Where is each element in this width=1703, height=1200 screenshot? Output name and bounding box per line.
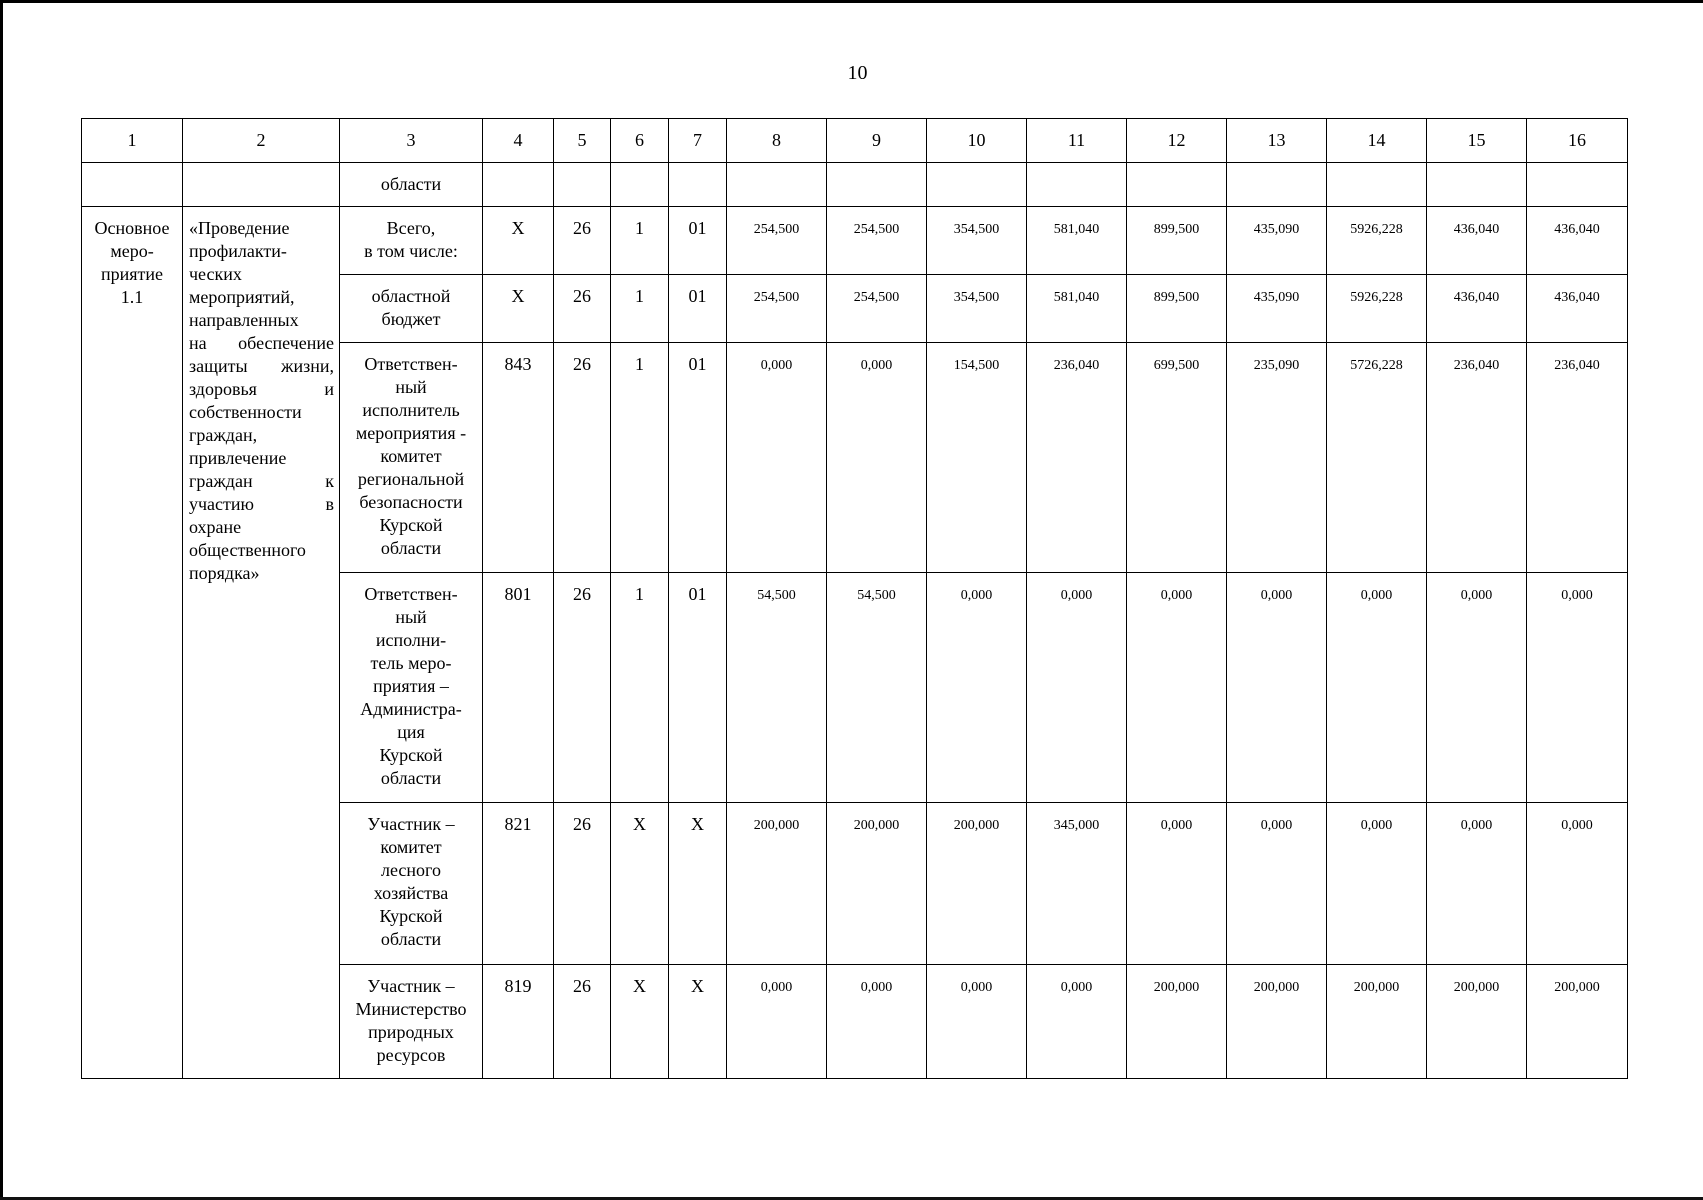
amount-value: 436,040 — [1453, 290, 1500, 305]
event-title-line: профилакти- — [189, 241, 287, 261]
amount-value: 200,000 — [953, 818, 1000, 833]
amount-cell — [827, 207, 927, 275]
row-label-line: хозяйства — [373, 883, 449, 903]
code-value: 801 — [504, 584, 532, 604]
code-value: 821 — [504, 814, 532, 834]
row-label-line: областной — [371, 286, 451, 306]
code-cell-c7 — [669, 803, 727, 965]
row-label-cell — [340, 573, 483, 803]
event-title-line: мероприятий, — [189, 287, 295, 307]
amount-cell — [1327, 573, 1427, 803]
amount-value: 235,090 — [1253, 358, 1300, 373]
code-cell-c4 — [483, 803, 554, 965]
amount-value: 254,500 — [753, 290, 800, 305]
amount-cell — [1527, 573, 1628, 803]
column-number: 9 — [827, 119, 927, 163]
column-number: 5 — [554, 119, 611, 163]
amount-value: 5726,228 — [1350, 358, 1403, 373]
row-label-line: ция — [397, 722, 425, 742]
page-number: 10 — [847, 62, 868, 84]
amount-cell — [727, 275, 827, 343]
amount-value: 0,000 — [960, 980, 993, 995]
event-title-line: граждан, — [189, 425, 258, 445]
code-cell-c6 — [611, 275, 669, 343]
code-cell-c7 — [669, 275, 727, 343]
row-label-line: ный — [395, 607, 427, 627]
amount-value: 5926,228 — [1350, 290, 1403, 305]
code-value: 1 — [635, 286, 644, 306]
row-label-line: области — [380, 768, 442, 788]
code-cell-c4 — [483, 573, 554, 803]
amount-value: 236,040 — [1453, 358, 1500, 373]
amount-value: 699,500 — [1153, 358, 1200, 373]
amount-cell — [1527, 275, 1628, 343]
code-cell-c4 — [483, 207, 554, 275]
amount-value: 54,500 — [757, 588, 796, 603]
row-label-line: исполнитель — [362, 400, 460, 420]
row-label-line: мероприятия - — [355, 423, 467, 443]
amount-value: 200,000 — [1253, 980, 1300, 995]
event-title-line: охране — [189, 517, 242, 537]
amount-cell — [827, 573, 927, 803]
amount-value: 0,000 — [760, 358, 793, 373]
amount-value: 0,000 — [1160, 588, 1193, 603]
code-value: 26 — [573, 218, 591, 238]
code-cell-c7 — [669, 343, 727, 573]
amount-cell — [1127, 573, 1227, 803]
code-cell-c6 — [611, 803, 669, 965]
event-title-line: ческих — [189, 264, 242, 284]
row-label-line: Ответствен- — [364, 354, 458, 374]
row-label-line: Всего, — [386, 218, 436, 238]
amount-cell — [1127, 275, 1227, 343]
amount-cell — [927, 965, 1027, 1079]
amount-value: 0,000 — [1260, 818, 1293, 833]
amount-cell — [727, 573, 827, 803]
amount-cell — [1027, 275, 1127, 343]
column-number: 11 — [1027, 119, 1127, 163]
event-title-line: «Проведение — [189, 218, 290, 238]
column-number: 12 — [1127, 119, 1227, 163]
amount-value: 200,000 — [1153, 980, 1200, 995]
code-cell-c5 — [554, 343, 611, 573]
amount-value: 581,040 — [1053, 222, 1100, 237]
row-label-line: области — [380, 538, 442, 558]
amount-cell — [1027, 207, 1127, 275]
amount-cell — [1427, 803, 1527, 965]
column-number: 14 — [1327, 119, 1427, 163]
row-label-line: безопасности — [359, 492, 463, 512]
code-cell-c7 — [669, 207, 727, 275]
amount-cell — [1527, 207, 1628, 275]
row-label-line: тель меро- — [370, 653, 452, 673]
code-cell-c6 — [611, 343, 669, 573]
amount-cell — [1227, 573, 1327, 803]
code-cell-c5 — [554, 207, 611, 275]
amount-cell — [1227, 207, 1327, 275]
row-label-line: бюджет — [381, 309, 441, 329]
row-label-line: Участник – — [367, 814, 455, 834]
row-label-line: ресурсов — [376, 1045, 446, 1065]
row-label-line: Министерство — [355, 999, 467, 1019]
code-value: 26 — [573, 286, 591, 306]
code-cell-c4 — [483, 343, 554, 573]
amount-cell — [1027, 803, 1127, 965]
amount-value: 200,000 — [753, 818, 800, 833]
code-value: 26 — [573, 976, 591, 996]
budget-table — [81, 118, 1628, 1079]
amount-value: 236,040 — [1554, 358, 1600, 373]
code-cell-c5 — [554, 275, 611, 343]
row-label-line: области — [380, 929, 442, 949]
amount-cell — [827, 343, 927, 573]
row-label-line: Курской — [379, 745, 443, 765]
row-label-line: Курской — [379, 515, 443, 535]
event-title-line: защиты жизни, — [189, 356, 334, 376]
amount-cell — [1527, 965, 1628, 1079]
amount-value: 436,040 — [1453, 222, 1500, 237]
column-number: 2 — [183, 119, 340, 163]
amount-value: 899,500 — [1153, 290, 1200, 305]
code-cell-c4 — [483, 965, 554, 1079]
column-number-row — [82, 119, 1628, 163]
code-cell-c5 — [554, 803, 611, 965]
amount-cell — [727, 965, 827, 1079]
event-code-line: приятие — [100, 264, 164, 284]
table-row — [82, 207, 1628, 275]
amount-value: 436,040 — [1554, 222, 1600, 237]
row-label-cell — [340, 803, 483, 965]
column-number: 8 — [727, 119, 827, 163]
event-title-line: порядка» — [189, 563, 260, 583]
code-value: 01 — [688, 354, 707, 374]
code-cell-c7 — [669, 573, 727, 803]
amount-value: 0,000 — [1460, 588, 1493, 603]
code-value: Х — [511, 218, 525, 238]
amount-value: 254,500 — [753, 222, 800, 237]
amount-cell — [727, 343, 827, 573]
amount-cell — [1427, 573, 1527, 803]
event-title-line: собственности — [189, 402, 302, 422]
event-title-line: здоровья и — [189, 379, 334, 399]
amount-value: 0,000 — [1561, 588, 1593, 603]
code-value: Х — [511, 286, 525, 306]
amount-value: 154,500 — [953, 358, 1000, 373]
amount-cell — [1427, 965, 1527, 1079]
event-title-line: граждан к — [189, 471, 334, 491]
event-title-line: направленных — [189, 310, 299, 330]
scan-edge-left — [0, 0, 3, 1200]
amount-value: 0,000 — [1561, 818, 1593, 833]
amount-value: 435,090 — [1253, 290, 1300, 305]
amount-cell — [727, 803, 827, 965]
event-title-line: участию в — [189, 494, 334, 514]
code-value: 819 — [504, 976, 532, 996]
amount-value: 254,500 — [853, 222, 900, 237]
row-label-line: Участник – — [367, 976, 455, 996]
amount-cell — [1327, 343, 1427, 573]
event-code-line: 1.1 — [120, 287, 144, 307]
continuation-text: области — [340, 163, 483, 207]
row-label-line: в том числе: — [364, 241, 458, 261]
code-cell-c6 — [611, 965, 669, 1079]
column-number: 1 — [82, 119, 183, 163]
amount-value: 436,040 — [1554, 290, 1600, 305]
amount-cell — [1427, 207, 1527, 275]
code-value: 01 — [688, 584, 707, 604]
amount-cell — [1327, 275, 1427, 343]
code-value: 26 — [573, 584, 591, 604]
row-label-line: Ответствен- — [364, 584, 458, 604]
row-label-line: природных — [368, 1022, 454, 1042]
event-title-line: привлечение — [189, 448, 287, 468]
row-label-line: Администра- — [360, 699, 462, 719]
amount-cell — [1027, 343, 1127, 573]
amount-value: 345,000 — [1053, 818, 1100, 833]
code-value: 01 — [688, 218, 707, 238]
amount-cell — [1427, 275, 1527, 343]
code-cell-c5 — [554, 965, 611, 1079]
event-title-cell — [183, 207, 340, 1079]
amount-value: 0,000 — [1260, 588, 1293, 603]
amount-cell — [827, 803, 927, 965]
amount-value: 0,000 — [860, 358, 893, 373]
row-label-line: ный — [395, 377, 427, 397]
amount-value: 5926,228 — [1350, 222, 1403, 237]
amount-value: 899,500 — [1153, 222, 1200, 237]
amount-cell — [927, 207, 1027, 275]
amount-cell — [827, 275, 927, 343]
amount-cell — [1527, 803, 1628, 965]
amount-value: 0,000 — [1360, 588, 1393, 603]
event-code-line: Основное — [94, 218, 170, 238]
amount-cell — [1127, 803, 1227, 965]
amount-cell — [1327, 965, 1427, 1079]
amount-cell — [1127, 207, 1227, 275]
amount-cell — [1127, 343, 1227, 573]
code-cell-c6 — [611, 207, 669, 275]
scan-edge-top — [0, 0, 1703, 3]
amount-value: 0,000 — [860, 980, 893, 995]
amount-value: 354,500 — [953, 222, 1000, 237]
row-label-line: приятия – — [373, 676, 449, 696]
amount-cell — [927, 343, 1027, 573]
amount-value: 0,000 — [1060, 980, 1093, 995]
amount-cell — [727, 207, 827, 275]
row-label-cell — [340, 343, 483, 573]
row-label-cell — [340, 207, 483, 275]
amount-cell — [1227, 343, 1327, 573]
amount-value: 0,000 — [760, 980, 793, 995]
code-value: Х — [691, 814, 704, 834]
amount-cell — [1127, 965, 1227, 1079]
code-value: 843 — [504, 354, 532, 374]
code-value: 1 — [635, 218, 644, 238]
amount-cell — [827, 965, 927, 1079]
amount-cell — [927, 803, 1027, 965]
amount-cell — [1327, 803, 1427, 965]
amount-value: 0,000 — [1060, 588, 1093, 603]
column-number: 6 — [611, 119, 669, 163]
row-label-line: комитет — [380, 837, 442, 857]
row-label-line: комитет — [380, 446, 442, 466]
code-value: Х — [633, 976, 646, 996]
amount-value: 200,000 — [1453, 980, 1500, 995]
continuation-row — [82, 163, 1628, 207]
code-value: Х — [691, 976, 704, 996]
amount-value: 254,500 — [853, 290, 900, 305]
amount-cell — [1527, 343, 1628, 573]
amount-value: 0,000 — [1160, 818, 1193, 833]
amount-value: 200,000 — [853, 818, 900, 833]
amount-cell — [927, 573, 1027, 803]
row-label-line: лесного — [381, 860, 441, 880]
row-label-cell — [340, 965, 483, 1079]
amount-value: 435,090 — [1253, 222, 1300, 237]
column-number: 16 — [1527, 119, 1628, 163]
code-cell-c5 — [554, 573, 611, 803]
amount-cell — [1227, 965, 1327, 1079]
code-value: 01 — [688, 286, 707, 306]
amount-value: 0,000 — [1360, 818, 1393, 833]
code-value: 26 — [573, 354, 591, 374]
code-value: 1 — [635, 354, 644, 374]
amount-value: 200,000 — [1554, 980, 1600, 995]
code-value: 26 — [573, 814, 591, 834]
amount-value: 200,000 — [1353, 980, 1400, 995]
column-number: 13 — [1227, 119, 1327, 163]
column-number: 15 — [1427, 119, 1527, 163]
amount-cell — [1427, 343, 1527, 573]
row-label-cell — [340, 275, 483, 343]
code-cell-c4 — [483, 275, 554, 343]
event-title-line: общественного — [189, 540, 306, 560]
event-rows — [82, 207, 1628, 1079]
amount-cell — [927, 275, 1027, 343]
column-number: 3 — [340, 119, 483, 163]
amount-value: 236,040 — [1053, 358, 1100, 373]
row-label-line: Курской — [379, 906, 443, 926]
code-cell-c7 — [669, 965, 727, 1079]
column-number: 7 — [669, 119, 727, 163]
code-value: Х — [633, 814, 646, 834]
event-title-line: на обеспечение — [189, 333, 334, 353]
row-label-line: исполни- — [375, 630, 447, 650]
code-value: 1 — [635, 584, 644, 604]
amount-cell — [1027, 573, 1127, 803]
column-number: 4 — [483, 119, 554, 163]
amount-value: 0,000 — [1460, 818, 1493, 833]
amount-value: 0,000 — [960, 588, 993, 603]
event-code-line: меро- — [110, 241, 154, 261]
amount-value: 581,040 — [1053, 290, 1100, 305]
amount-cell — [1327, 207, 1427, 275]
amount-value: 54,500 — [857, 588, 896, 603]
amount-cell — [1027, 965, 1127, 1079]
event-code-cell — [82, 207, 183, 1079]
amount-value: 354,500 — [953, 290, 1000, 305]
amount-cell — [1227, 803, 1327, 965]
amount-cell — [1227, 275, 1327, 343]
column-number: 10 — [927, 119, 1027, 163]
row-label-line: региональной — [357, 469, 465, 489]
code-cell-c6 — [611, 573, 669, 803]
